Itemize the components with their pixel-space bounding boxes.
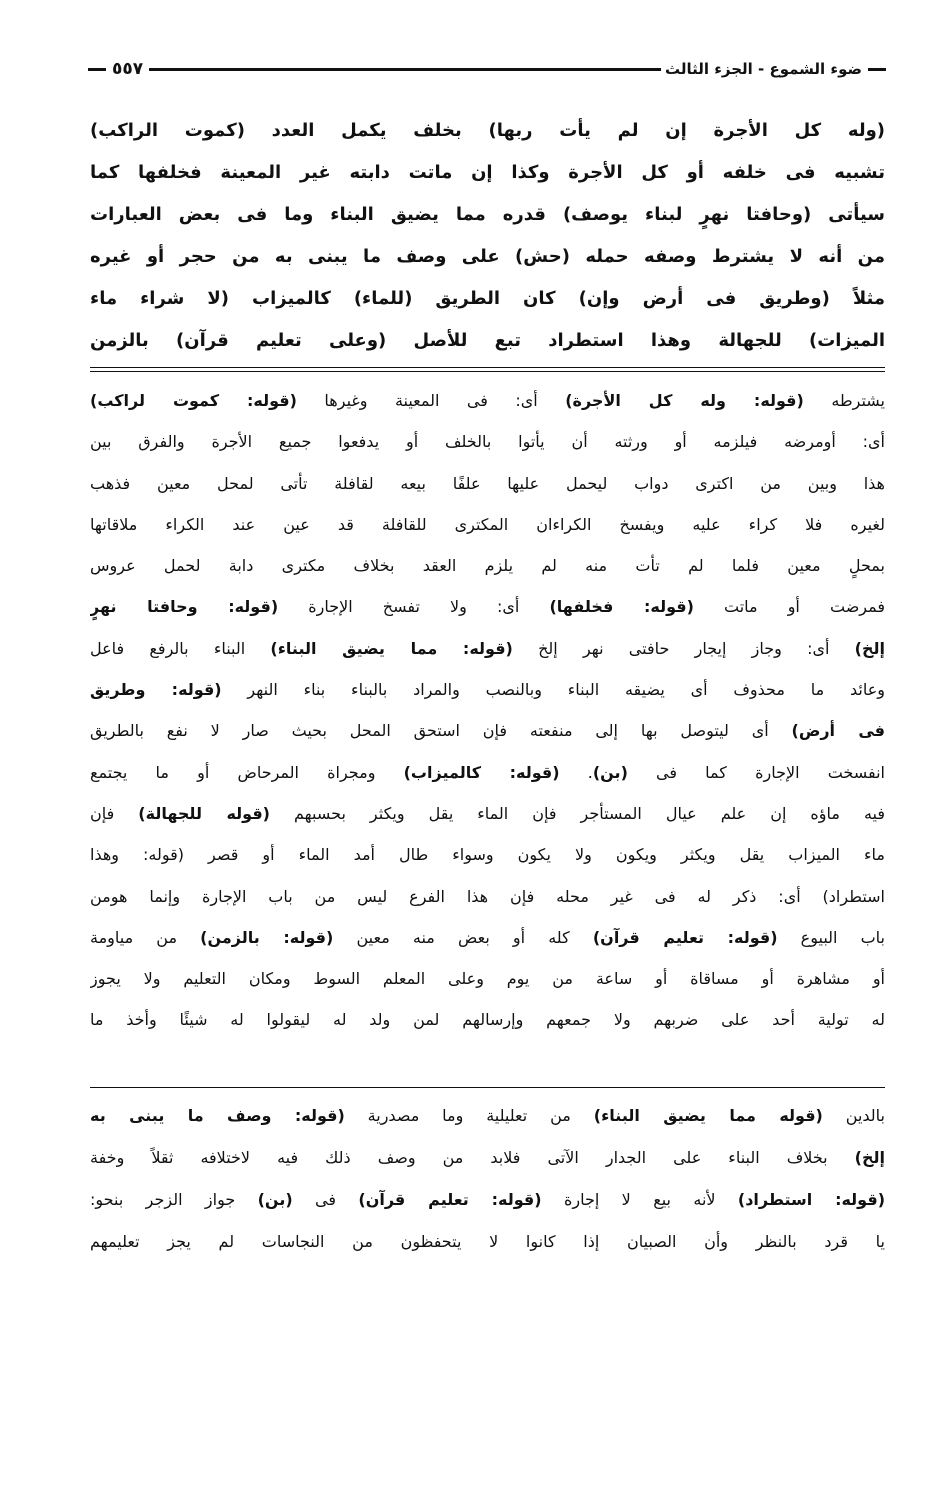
bold-phrase: إلخ) [854,1148,885,1167]
text-line [90,236,885,278]
bold-phrase: من أنه لا يشترط وصفه حمله (حش) على وصف ما يبنى به من حجر أو غيره [90,246,885,267]
text-span: باب البيوع [777,927,885,947]
text-span: من تعليلية وما مصدرية [344,1106,594,1125]
text-line [90,834,885,875]
text-span: فمرضت أو ماتت [693,597,885,617]
text-span: لأنه بيع لا إجارة [541,1190,738,1209]
text-span: أى: وجاز إيجار حافتى نهر إلخ [512,638,855,658]
running-header [88,54,886,84]
footnote-text [90,1095,885,1263]
text-line [90,1137,885,1179]
text-line [90,545,885,586]
text-line [90,710,885,751]
main-text [90,110,885,362]
text-line [90,917,885,958]
text-span: أى: ولا تفسخ الإجارة [278,597,550,617]
text-span: بمحلٍ معين فلما لم تأت منه لم يلزم العقد بخلاف مكترى دابة لحمل عروس [90,556,885,576]
bold-phrase: (بن) [592,762,628,782]
double-rule [90,367,885,372]
bold-phrase: فى أرض) [791,721,885,741]
bold-phrase: (وله كل الأجرة إن لم يأت ربها) بخلف يكمل العدد (كموت الراكب) [90,120,885,141]
text-span: لغيره فلا كراء عليه ويفسخ الكراءان المكترى للقافلة قد عين عند الكراء ملاقاتها [90,514,885,534]
bold-phrase: سيأتى (وحافتا نهرٍ لبناء يوصف) قدره مما يضيق البناء وما فى بعض العبارات [90,204,885,225]
text-line [90,876,885,917]
bold-phrase: (قوله: كالميزاب) [403,762,560,782]
text-span: ومجراة المرحاض أو ما يجتمع [90,762,404,782]
bold-phrase: (قوله: وصف ما يبنى به [90,1106,345,1125]
bold-phrase: (قوله: بالزمن) [200,927,334,947]
header-title: ضوء الشموع - الجزء الثالث [664,60,862,78]
text-line [90,999,885,1040]
text-line [90,793,885,834]
text-line [90,628,885,669]
text-span: أى: فى المعينة وغيرها [296,391,566,410]
text-span: استطراد) أى: ذكر له فى غير محله فإن هذا الفرع ليس من باب الإجارة وإنما هومن [90,886,885,906]
text-span: . [559,762,593,782]
text-span: فى [292,1190,359,1209]
text-span: من مياومة [90,927,201,947]
text-line [90,278,885,320]
text-span: البناء بالرفع فاعل [90,638,271,658]
bold-phrase: (قوله: كموت لراكب) [90,391,297,410]
text-span: كله أو بعض منه معين [333,927,593,947]
text-line [90,1221,885,1263]
text-span: بخلاف البناء على الجدار الآتى فلابد من وصف ذلك فيه لاختلافه ثقلاً وخفة [90,1148,855,1167]
text-line [90,669,885,710]
commentary-text [90,380,885,1041]
text-span: أى ليتوصل بها إلى منفعته فإن استحق المحل بحيث صار لا نفع بالطريق [90,721,792,741]
bold-phrase: (قوله: وله كل الأجرة) [565,391,804,410]
text-span: انفسخت الإجارة كما فى [627,762,885,782]
text-line [90,152,885,194]
bold-phrase: إلخ) [854,638,885,658]
bold-phrase: (قوله: تعليم قرآن) [592,927,778,947]
bold-phrase: مثلاً (وطريق فى أرض وإن) كان الطريق (للماء) كالميزاب (لا شراء ماء [90,288,885,309]
text-line [90,421,885,462]
bold-phrase: (قوله مما يضيق البناء) [593,1106,823,1125]
text-span: فيه ماؤه إن علم عيال المستأجر فإن الماء يقل ويكثر بحسبهم [270,803,885,823]
text-line [90,504,885,545]
text-line [90,586,885,627]
bold-phrase: (قوله للجهالة) [138,803,270,823]
bold-phrase: (بن) [257,1190,293,1209]
text-span: ماء الميزاب يقل ويكثر ويكون ولا يكون وسواء طال أمد الماء أو قصر (قوله: وهذا [90,845,885,865]
text-line [90,1095,885,1137]
text-line [90,194,885,236]
text-span: أو مشاهرة أو مساقاة أو ساعة من يوم وعلى المعلم السوط ومكان التعليم ولا يجوز [90,969,885,989]
text-span: بالدين [822,1106,885,1125]
page-number: ٥٥٧ [112,59,144,79]
header-rule [149,68,661,71]
bold-phrase: (قوله: فخلفها) [549,597,694,617]
bold-phrase: (قوله: تعليم قرآن) [358,1190,542,1209]
text-line [90,752,885,793]
text-span: يا قرد بالنظر وأن الصبيان إذا كانوا لا يتحفظون من النجاسات لم يجز تعليمهم [90,1232,885,1251]
header-dash [88,68,106,71]
bold-phrase: (قوله: استطراد) [737,1190,885,1209]
bold-phrase: الميزات) للجهالة وهذا استطراد تبع للأصل (وعلى تعليم قرآن) بالزمن [90,330,885,351]
header-dash [868,68,886,71]
text-line [90,320,885,362]
text-span: جواز الزجر بنحو: [90,1190,258,1209]
text-span: فإن [90,803,139,823]
text-span: يشترطه [803,391,885,410]
text-line [90,1179,885,1221]
bold-phrase: تشبيه فى خلفه أو كل الأجرة وكذا إن ماتت دابته غير المعينة فخلفها كما [90,162,885,183]
text-span: أى: أومرضه فيلزمه أو ورثته أن يأتوا بالخلف أو يدفعوا جميع الأجرة والفرق بين [90,432,885,452]
text-span: وعائد ما محذوف أى يضيقه البناء وبالنصب والمراد بالبناء بناء النهر [221,680,885,700]
bold-phrase: (قوله: وحافتا نهرٍ [90,597,279,617]
text-line [90,463,885,504]
text-span: له تولية أحد على ضربهم ولا جمعهم وإرسالهم لمن ولد له ليقولوا له شيئًا وأخذ ما [90,1010,885,1030]
text-span: هذا وبين من اكترى دواب ليحمل عليها علفًا بيعه لقافلة تأتى لمحل معين فذهب [90,473,885,493]
bold-phrase: (قوله: مما يضيق البناء) [270,638,513,658]
bold-phrase: (قوله: وطريق [90,680,222,700]
text-line [90,958,885,999]
text-line [90,380,885,421]
text-line [90,110,885,152]
footnote-separator [90,1087,885,1088]
